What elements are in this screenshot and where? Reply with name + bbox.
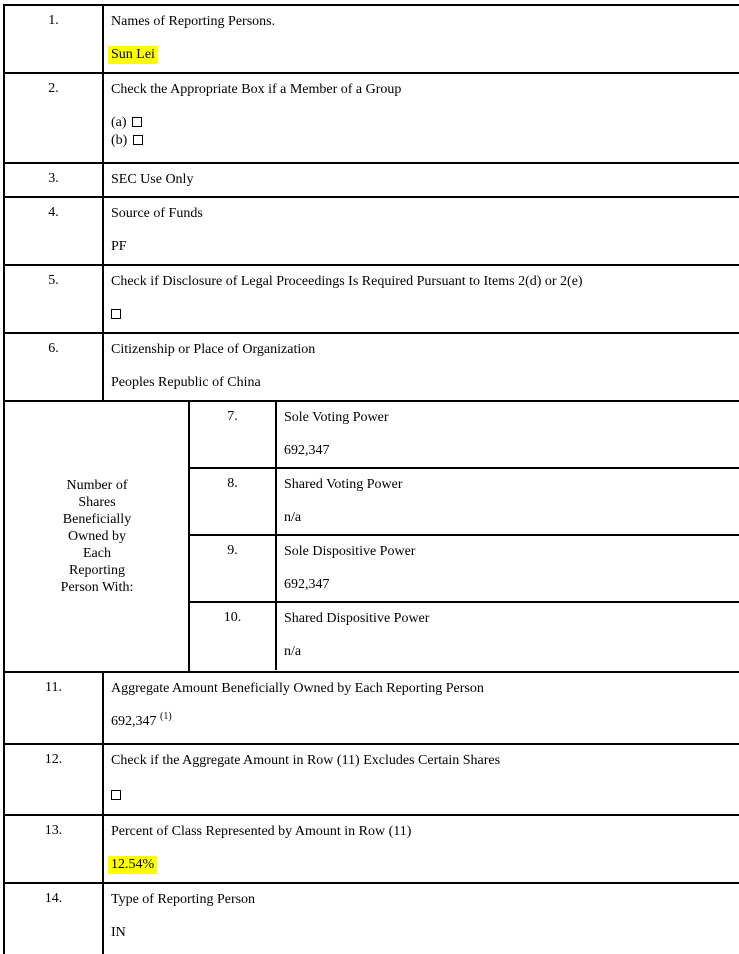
row-number: 8. xyxy=(227,476,238,491)
option-b-label: (b) xyxy=(111,133,128,148)
field-title: Citizenship or Place of Organization xyxy=(111,342,316,357)
row-10-shared-dispositive xyxy=(190,603,739,670)
checkbox-legal-proceedings[interactable] xyxy=(111,309,121,319)
row-9-sole-dispositive xyxy=(190,536,739,603)
row-14-reporting-type xyxy=(3,884,739,954)
checkbox-excludes-shares[interactable] xyxy=(111,790,121,800)
row-12-excludes-shares xyxy=(3,745,739,816)
group-label-line: Number of xyxy=(66,478,128,493)
row-4-source-funds xyxy=(3,198,739,266)
field-title: Type of Reporting Person xyxy=(111,892,256,907)
row-number: 1. xyxy=(48,13,59,28)
row-number: 9. xyxy=(227,543,238,558)
row-number: 10. xyxy=(223,610,242,625)
row-13-percent-class xyxy=(3,816,739,884)
row-number: 3. xyxy=(48,171,59,186)
field-title: Shared Voting Power xyxy=(284,477,403,492)
field-title: Names of Reporting Persons. xyxy=(111,14,276,29)
row-number: 5. xyxy=(48,273,59,288)
field-title: SEC Use Only xyxy=(111,172,194,187)
field-value: n/a xyxy=(284,644,302,659)
checkbox-a[interactable] xyxy=(132,117,142,127)
field-value: 692,347 xyxy=(111,714,157,729)
group-label-line: Person With: xyxy=(60,580,134,595)
group-label xyxy=(5,402,189,671)
field-title: Check if Disclosure of Legal Proceedings Is Required Pursuant to Items 2(d) or 2(e) xyxy=(111,274,583,289)
row-11-aggregate-amount xyxy=(3,673,739,745)
row-6-citizenship xyxy=(3,334,739,402)
percent-of-class: 12.54% xyxy=(108,856,157,874)
group-label-line: Shares xyxy=(78,495,116,510)
field-title: Check if the Aggregate Amount in Row (11) Excludes Certain Shares xyxy=(111,753,501,768)
reporting-person-name: Sun Lei xyxy=(108,46,158,64)
row-number: 14. xyxy=(44,891,63,906)
field-value: n/a xyxy=(284,510,302,525)
footnote-ref: (1) xyxy=(160,711,172,722)
row-number: 13. xyxy=(44,823,63,838)
cover-page-table xyxy=(3,4,739,954)
field-title: Sole Dispositive Power xyxy=(284,544,416,559)
row-number: 11. xyxy=(45,680,62,695)
row-number: 7. xyxy=(227,409,238,424)
row-number: 6. xyxy=(48,341,59,356)
row-number: 2. xyxy=(48,81,59,96)
beneficial-ownership-group xyxy=(3,402,739,673)
row-5-legal-proceedings xyxy=(3,266,739,334)
group-label-line: Owned by xyxy=(68,529,126,544)
row-number: 4. xyxy=(48,205,59,220)
field-value: 692,347 xyxy=(284,577,330,592)
option-a-label: (a) xyxy=(111,115,127,130)
row-number: 12. xyxy=(44,752,63,767)
row-8-shared-voting xyxy=(190,469,739,536)
field-value: IN xyxy=(111,925,126,940)
field-title: Shared Dispositive Power xyxy=(284,611,430,626)
checkbox-b[interactable] xyxy=(133,135,143,145)
field-title: Source of Funds xyxy=(111,206,203,221)
field-title: Sole Voting Power xyxy=(284,410,389,425)
row-2-group-check xyxy=(3,74,739,164)
field-value: Peoples Republic of China xyxy=(111,375,261,390)
field-value: PF xyxy=(111,239,127,254)
row-3-sec-use xyxy=(3,164,739,198)
group-label-line: Beneficially xyxy=(62,512,132,527)
row-1-names xyxy=(3,6,739,74)
field-title: Check the Appropriate Box if a Member of a Group xyxy=(111,82,402,97)
field-value: 692,347 xyxy=(284,443,330,458)
field-title: Aggregate Amount Beneficially Owned by Each Reporting Person xyxy=(111,681,484,696)
group-label-line: Each xyxy=(83,546,111,561)
field-title: Percent of Class Represented by Amount in Row (11) xyxy=(111,824,412,839)
group-label-line: Reporting xyxy=(69,563,125,578)
row-7-sole-voting xyxy=(190,402,739,469)
